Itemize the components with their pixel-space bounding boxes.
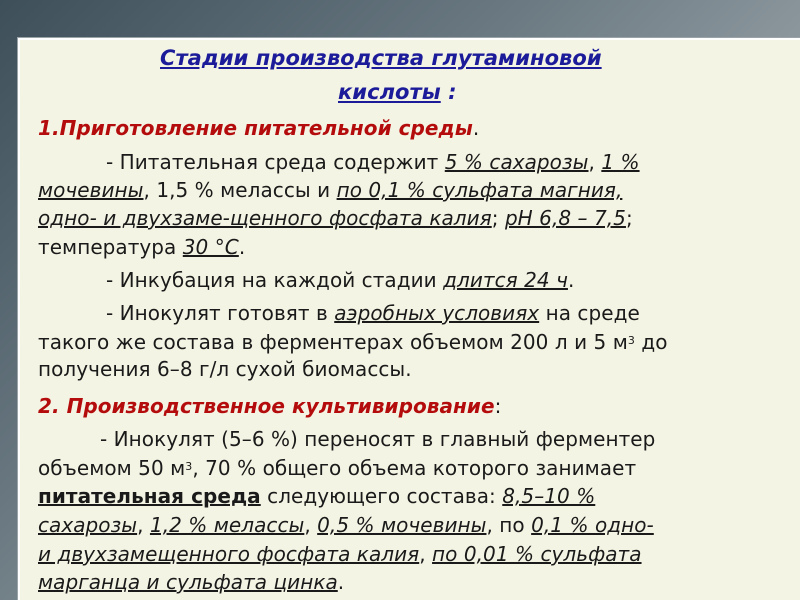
text: получения 6–8 г/л сухой биомассы.	[38, 357, 412, 381]
text-emph: 5 % сахарозы	[444, 150, 589, 174]
text-emph: длится 24 ч	[443, 268, 568, 292]
text: - Питательная среда содержит	[106, 150, 445, 174]
text: ,	[419, 542, 433, 566]
text: ,	[304, 513, 318, 537]
text: такого же состава в ферментерах объемом 200 л и 5 м	[38, 330, 628, 354]
text-emph: 30 °С	[182, 235, 239, 259]
text-emph: сахарозы	[38, 513, 138, 537]
text: , по	[486, 513, 532, 537]
text-emph: по 0,01 % сульфата	[432, 542, 642, 566]
section1-heading	[38, 116, 479, 140]
text: ,	[137, 513, 150, 537]
text-emph: 1,2 % мелассы	[149, 513, 305, 537]
superscript: 3	[627, 334, 635, 347]
text: на среде	[539, 301, 640, 325]
section2-end: :	[494, 394, 502, 418]
para1-line1	[106, 150, 640, 174]
section2-heading	[38, 394, 501, 418]
text-emph: 1 %	[601, 150, 640, 174]
title-text-2: кислоты	[338, 80, 441, 104]
para1-line2	[38, 178, 622, 202]
text: - Инокулят (5–6 %) переносят в главный ферментер	[100, 427, 656, 451]
para4-line2	[38, 455, 636, 480]
section2-title: 2. Производственное культивирование	[38, 394, 495, 418]
para3-line2	[38, 329, 668, 354]
text-emph: марганца и сульфата цинка	[38, 570, 338, 594]
section1-number: 1.	[38, 116, 60, 140]
text-emph: 0,5 % мочевины	[317, 513, 487, 537]
text: , 1,5 % мелассы и	[143, 178, 337, 202]
text-emph: мочевины	[38, 178, 144, 202]
para1-line3	[38, 206, 633, 230]
section1-end: .	[472, 116, 480, 140]
text: .	[567, 268, 575, 292]
para2-line1	[106, 268, 574, 292]
text: - Инокулят готовят в	[106, 301, 335, 325]
text-emph: 8,5–10 %	[502, 484, 596, 508]
superscript: 3	[185, 460, 193, 473]
text: следующего состава:	[260, 484, 503, 508]
text: , 70 % общего объема которого занимает	[192, 456, 637, 480]
para4-line4	[38, 513, 654, 537]
slide-title-line1	[160, 46, 602, 70]
text: ;	[491, 206, 505, 230]
text: ;	[625, 206, 633, 230]
para4-line3	[38, 484, 595, 508]
text-emph: по 0,1 % сульфата магния,	[336, 178, 623, 202]
para4-line6	[38, 570, 344, 594]
text-emph: одно- и двухзаме-щенного фосфата калия	[38, 206, 492, 230]
slide-title-line2	[338, 80, 457, 104]
para4-line1	[100, 427, 655, 451]
text: ,	[588, 150, 602, 174]
title-suffix: :	[440, 80, 457, 104]
text-emph: и двухзамещенного фосфата калия	[38, 542, 420, 566]
section1-title: Приготовление питательной среды	[59, 116, 473, 140]
para4-line5	[38, 542, 642, 566]
title-text-1: Стадии производства глутаминовой	[160, 46, 602, 70]
text: объемом 50 м	[38, 456, 186, 480]
text-emph: рН 6,8 – 7,5	[504, 206, 626, 230]
para1-line4	[38, 235, 245, 259]
text-emph: аэробных условиях	[334, 301, 540, 325]
text-bold: питательная среда	[38, 484, 261, 508]
text: .	[238, 235, 246, 259]
text: .	[337, 570, 345, 594]
text: - Инкубация на каждой стадии	[106, 268, 444, 292]
text: до	[634, 330, 668, 354]
para3-line3	[38, 357, 412, 381]
para3-line1	[106, 301, 640, 325]
text: температура	[38, 235, 183, 259]
text-emph: 0,1 % одно-	[531, 513, 654, 537]
